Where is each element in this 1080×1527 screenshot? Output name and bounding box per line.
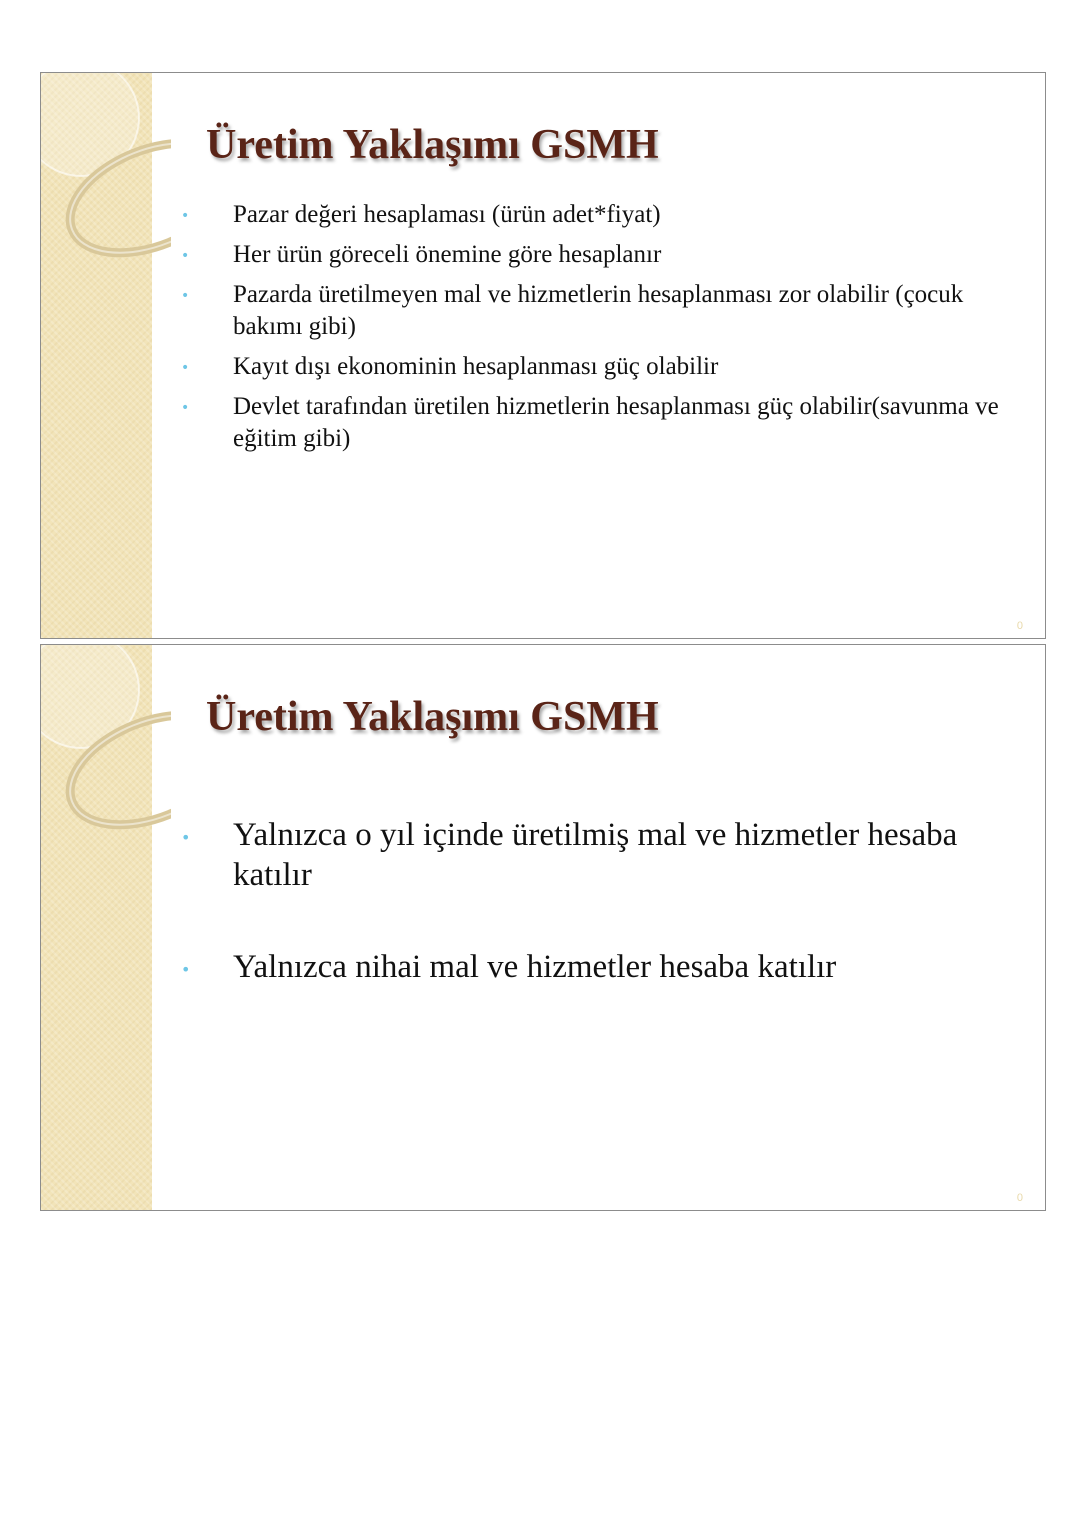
- bullet-icon: •: [181, 828, 191, 847]
- bullet-item: [181, 391, 1021, 455]
- bullet-icon: •: [181, 360, 190, 376]
- bullet-icon: •: [181, 400, 190, 416]
- bullet-icon: •: [181, 960, 191, 979]
- slide-number: 0: [1016, 620, 1023, 632]
- slide-2: [40, 644, 1046, 1211]
- slide-number: 0: [1016, 1192, 1023, 1204]
- bullet-item: [181, 279, 1021, 343]
- bullet-text: Pazarda üretilmeyen mal ve hizmetlerin hesaplanması zor olabilir (çocuk bakımı gibi): [233, 281, 964, 340]
- bullet-text: Devlet tarafından üretilen hizmetlerin hesaplanması güç olabilir(savunma ve eğitim gibi): [233, 393, 999, 452]
- bullet-item: [181, 815, 1021, 895]
- decorative-swirl-icon: [41, 645, 171, 845]
- bullet-text: Yalnızca nihai mal ve hizmetler hesaba katılır: [233, 949, 837, 985]
- bullet-list: [181, 199, 1021, 463]
- bullet-item: [181, 947, 1021, 987]
- slide-title: Üretim Yaklaşımı GSMH: [206, 694, 659, 740]
- bullet-item: [181, 239, 1021, 271]
- bullet-icon: •: [181, 208, 190, 224]
- bullet-text: Kayıt dışı ekonominin hesaplanması güç olabilir: [233, 353, 719, 380]
- bullet-list: [181, 815, 1021, 1039]
- slide-title: Üretim Yaklaşımı GSMH: [206, 122, 659, 168]
- slide-1: [40, 72, 1046, 639]
- decorative-swirl-icon: [41, 73, 171, 273]
- bullet-text: Pazar değeri hesaplaması (ürün adet*fiyat): [233, 201, 661, 228]
- bullet-item: [181, 351, 1021, 383]
- bullet-icon: •: [181, 248, 190, 264]
- bullet-icon: •: [181, 288, 190, 304]
- bullet-text: Her ürün göreceli önemine göre hesaplanır: [233, 241, 662, 268]
- bullet-text: Yalnızca o yıl içinde üretilmiş mal ve hizmetler hesaba katılır: [233, 817, 958, 893]
- bullet-item: [181, 199, 1021, 231]
